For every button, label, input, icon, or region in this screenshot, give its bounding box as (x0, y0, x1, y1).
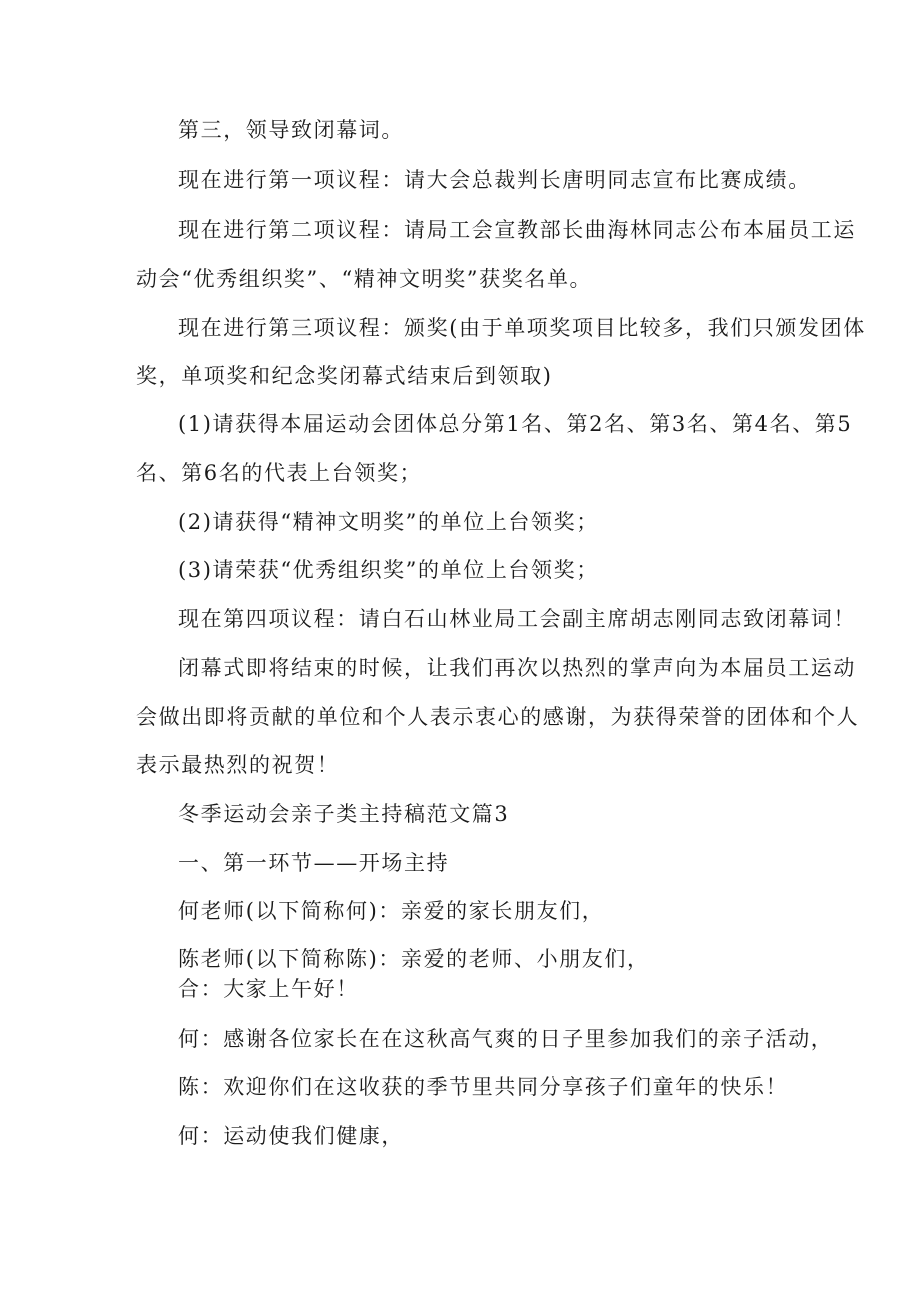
text-line: 现在进行第三项议程：颁奖(由于单项奖项目比较多，我们只颁发团体 (178, 316, 866, 340)
text-line: 何：感谢各位家长在在这秋高气爽的日子里参加我们的亲子活动， (178, 1027, 834, 1051)
text-line: 现在第四项议程：请白石山林业局工会副主席胡志刚同志致闭幕词！ (178, 607, 856, 631)
text-line: 闭幕式即将结束的时候，让我们再次以热烈的掌声向为本届员工运动 (178, 656, 856, 680)
text-line: 第三，领导致闭幕词。 (178, 118, 404, 142)
section-title: 冬季运动会亲子类主持稿范文篇3 (178, 802, 510, 826)
text-line: 陈老师(以下简称陈)：亲爱的老师、小朋友们， (178, 947, 650, 971)
text-line: 现在进行第一项议程：请大会总裁判长唐明同志宣布比赛成绩。 (178, 168, 811, 192)
text-line: 陈：欢迎你们在这收获的季节里共同分享孩子们童年的快乐！ (178, 1075, 789, 1099)
text-line: 何老师(以下简称何)：亲爱的家长朋友们， (178, 899, 605, 923)
text-line: 现在进行第二项议程：请局工会宣教部长曲海林同志公布本届员工运 (178, 218, 856, 242)
text-line: (3)请荣获“优秀组织奖”的单位上台领奖； (178, 558, 599, 582)
text-line: 动会“优秀组织奖”、“精神文明奖”获奖名单。 (136, 267, 593, 291)
text-line: 表示最热烈的祝贺！ (136, 753, 340, 777)
text-line: 何：运动使我们健康， (178, 1124, 404, 1148)
text-line: 名、第6名的代表上台领奖； (136, 461, 423, 485)
text-line: 奖，单项奖和纪念奖闭幕式结束后到领取) (136, 364, 553, 388)
text-line: (2)请获得“精神文明奖”的单位上台领奖； (178, 510, 599, 534)
text-line: 会做出即将贡献的单位和个人表示衷心的感谢，为获得荣誉的团体和个人 (136, 705, 860, 729)
text-line: 合：大家上午好！ (178, 977, 359, 1001)
text-line: 一、第一环节——开场主持 (178, 851, 450, 875)
text-line: (1)请获得本届运动会团体总分第1名、第2名、第3名、第4名、第5 (178, 412, 853, 436)
